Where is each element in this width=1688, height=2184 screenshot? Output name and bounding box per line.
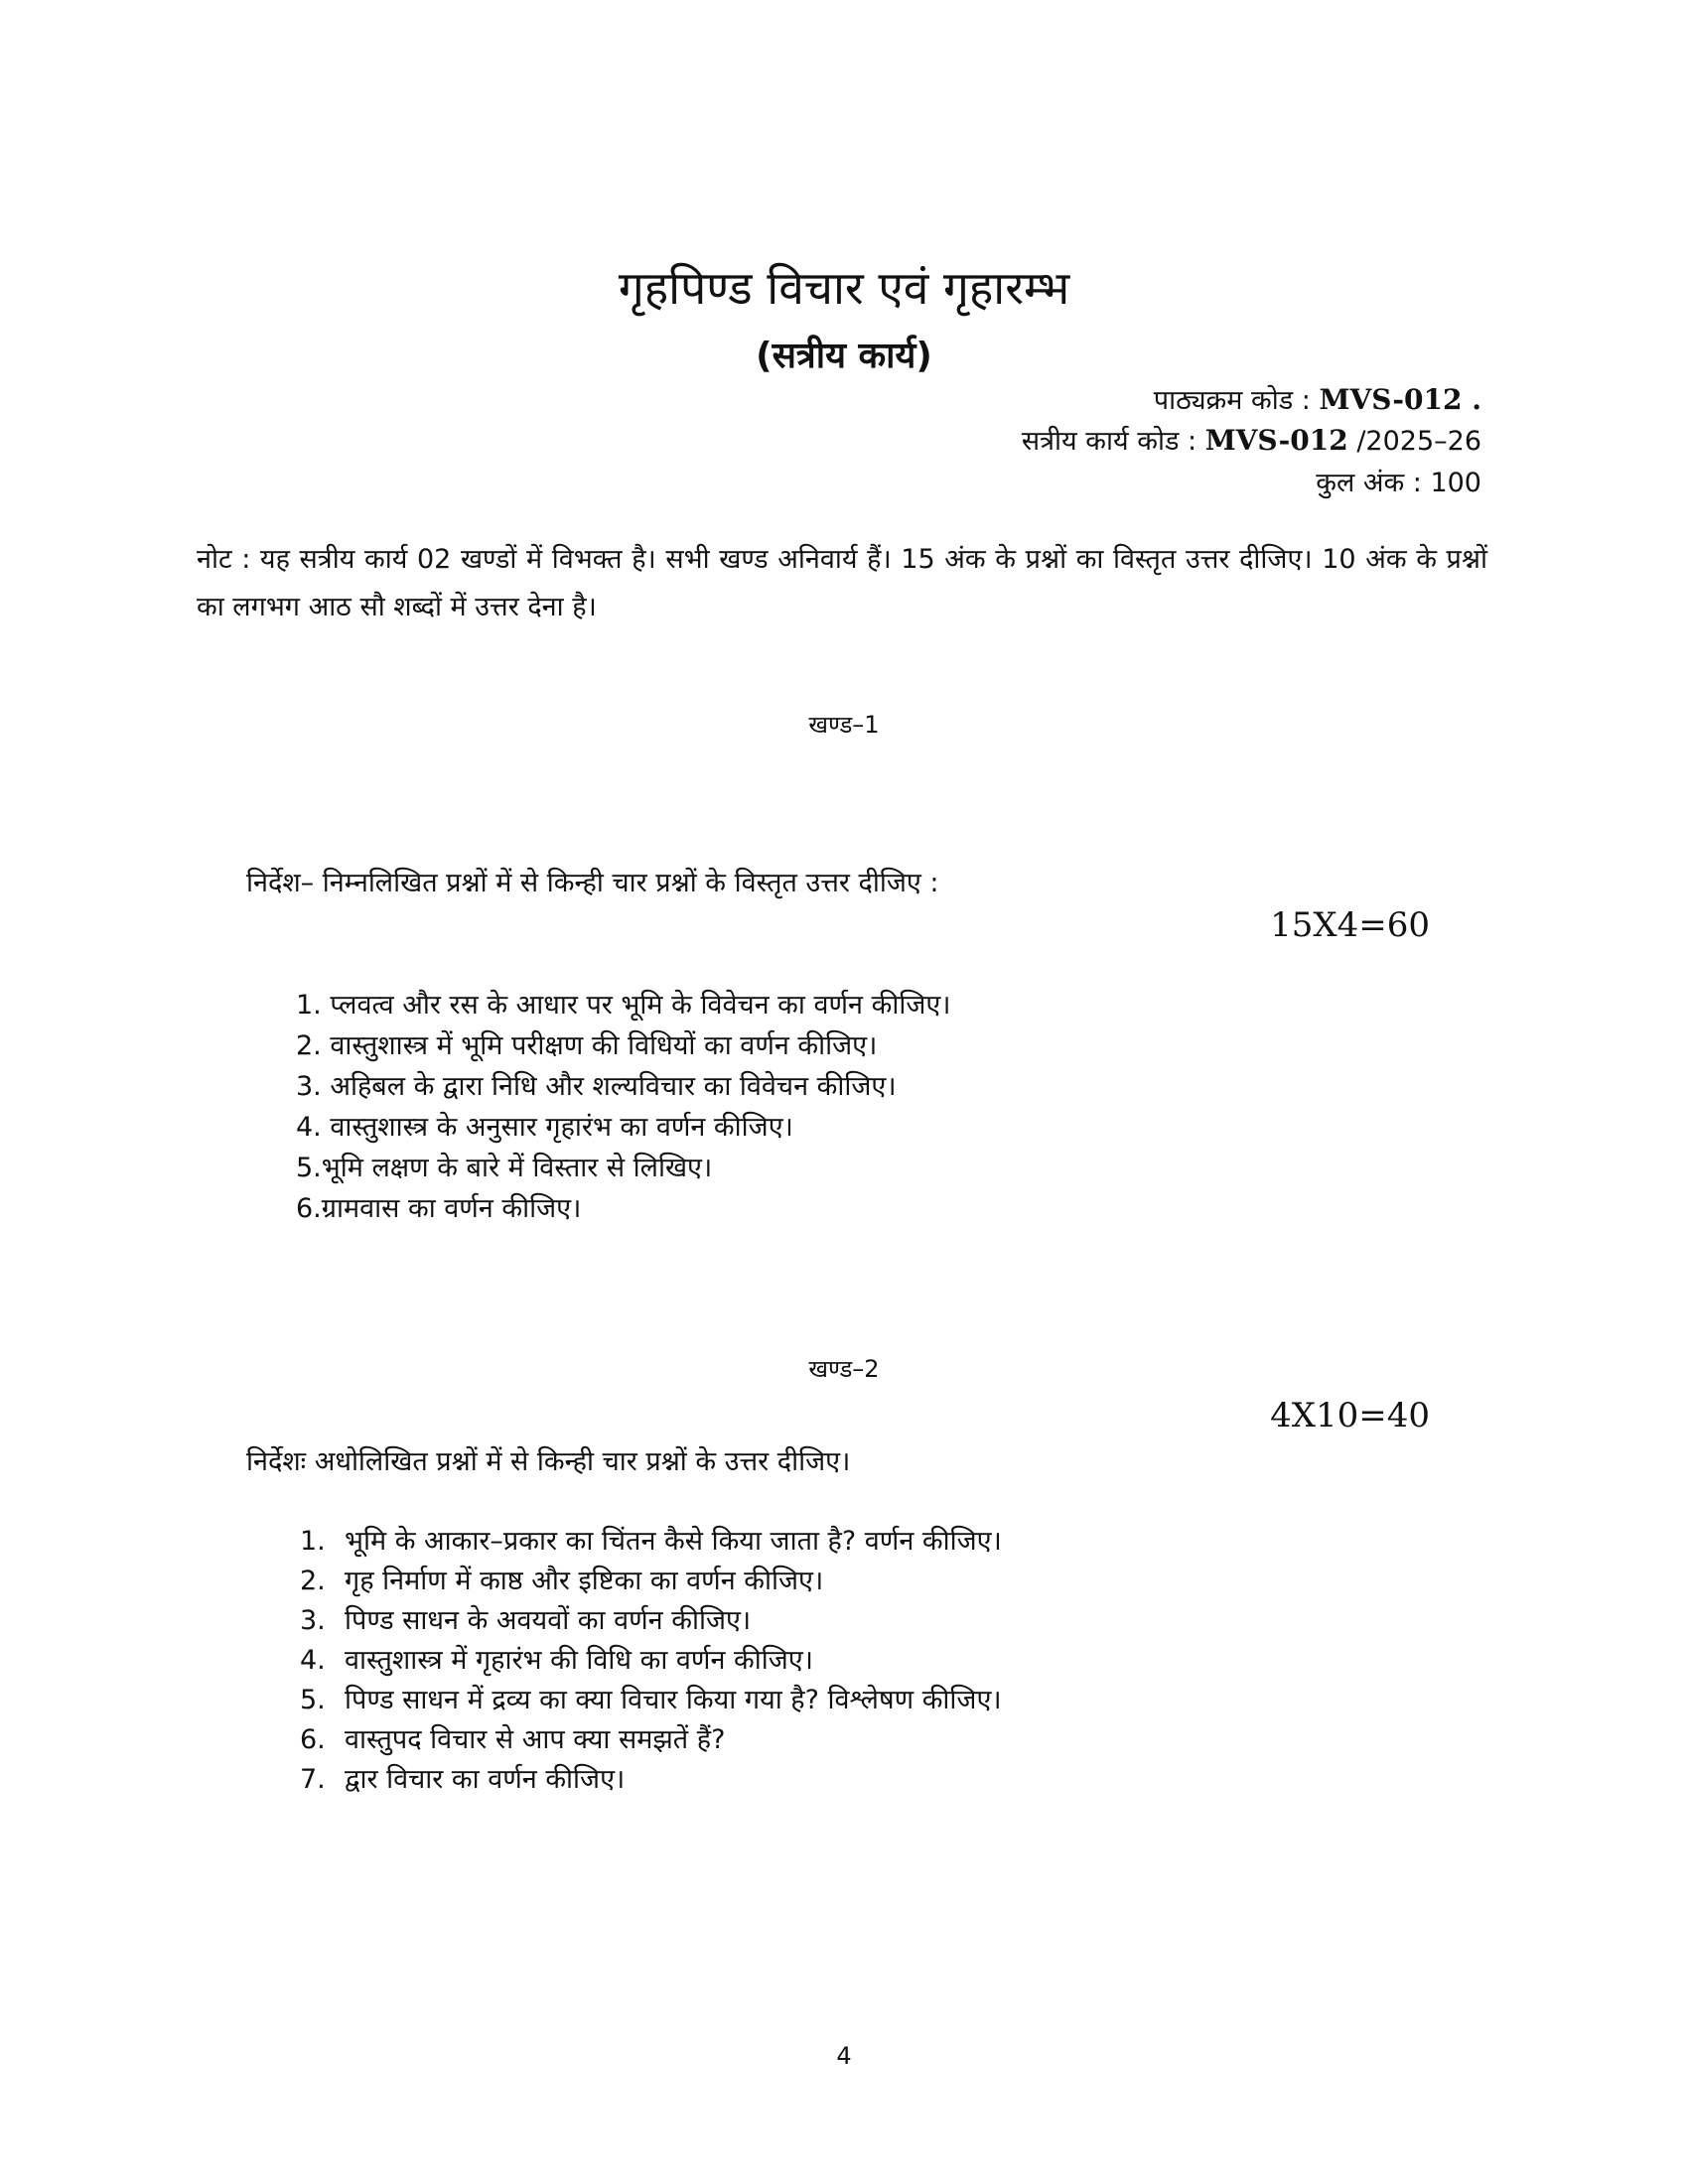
question-item <box>300 1522 1002 1562</box>
section-1-heading: खण्ड–1 <box>808 711 880 739</box>
question-item: 4. वास्तुशास्त्र के अनुसार गृहारंभ का वर्णन कीजिए। <box>296 1112 793 1143</box>
section-1-marks: 15X4=60 <box>1270 905 1430 945</box>
question-text: पिण्ड साधन के अवयवों का वर्णन कीजिए। <box>345 1605 752 1636</box>
question-item: 5.भूमि लक्षण के बारे में विस्तार से लिखिए। <box>296 1153 713 1183</box>
section-2-instruction: निर्देशः अधोलिखित प्रश्नों में से किन्ही चार प्रश्नों के उत्तर दीजिए। <box>246 1446 851 1477</box>
assignment-code-line <box>1022 421 1481 458</box>
question-text: भूमि के आकार–प्रकार का चिंतन कैसे किया जाता है? वर्णन कीजिए। <box>345 1526 1002 1557</box>
page-title: गृहपिण्ड विचार एवं गृहारम्भ <box>618 261 1070 315</box>
question-text: वास्तुपद विचार से आप क्या समझतें हैं? <box>345 1724 726 1755</box>
course-code-value: MVS-012 . <box>1319 383 1481 416</box>
question-number: 5. <box>300 1685 326 1715</box>
assignment-code-value: MVS-012 <box>1204 424 1348 457</box>
total-marks: कुल अंक : 100 <box>1316 468 1481 498</box>
question-number: 3. <box>300 1605 326 1636</box>
page-subtitle: (सत्रीय कार्य) <box>756 336 932 376</box>
question-number: 6. <box>300 1724 326 1755</box>
course-code-label: पाठ्यक्रम कोड : <box>1153 385 1311 416</box>
question-number: 7. <box>300 1764 326 1795</box>
question-item <box>300 1681 1002 1720</box>
question-item <box>300 1760 1002 1800</box>
section-2-heading: खण्ड–2 <box>808 1355 880 1383</box>
question-text: गृह निर्माण में काष्ठ और इष्टिका का वर्णन कीजिए। <box>345 1566 824 1596</box>
course-code-line <box>1154 380 1481 417</box>
question-item <box>300 1601 1002 1641</box>
question-item <box>300 1562 1002 1601</box>
section-2-marks: 4X10=40 <box>1270 1396 1430 1435</box>
question-number: 4. <box>300 1645 326 1676</box>
question-number: 1. <box>300 1526 326 1557</box>
question-number: 2. <box>300 1566 326 1596</box>
question-text: पिण्ड साधन में द्रव्य का क्या विचार किया गया है? विश्लेषण कीजिए। <box>345 1685 1002 1715</box>
assignment-code-label: सत्रीय कार्य कोड : <box>1021 426 1197 457</box>
question-item: 2. वास्तुशास्त्र में भूमि परीक्षण की विधियों का वर्णन कीजिए। <box>296 1030 878 1061</box>
question-item <box>300 1720 1002 1760</box>
question-item: 3. अहिबल के द्वारा निधि और शल्यविचार का विवेचन कीजिए। <box>296 1071 897 1102</box>
question-text: वास्तुशास्त्र में गृहारंभ की विधि का वर्णन कीजिए। <box>345 1645 813 1676</box>
question-text: द्वार विचार का वर्णन कीजिए। <box>345 1764 626 1795</box>
note-paragraph: नोट : यह सत्रीय कार्य 02 खण्डों में विभक्त है। सभी खण्ड अनिवार्य हैं। 15 अंक के प्रश्नों का विस्तृत उत्तर दीजिए। 10 अंक के प्रश्नों का लगभग आठ सौ शब्दों में उत्तर देना है। <box>197 544 1487 622</box>
section-1-question-list <box>296 985 951 1229</box>
section-2-question-list <box>300 1522 1002 1800</box>
section-1-instruction: निर्देश– निम्नलिखित प्रश्नों में से किन्ही चार प्रश्नों के विस्तृत उत्तर दीजिए : <box>246 868 939 898</box>
question-item: 6.ग्रामवास का वर्णन कीजिए। <box>296 1193 582 1224</box>
question-item: 1. प्लवत्व और रस के आधार पर भूमि के विवेचन का वर्णन कीजिए। <box>296 990 951 1021</box>
page-number: 4 <box>836 2042 852 2070</box>
question-item <box>300 1641 1002 1681</box>
assignment-code-year: /2025–26 <box>1356 426 1481 457</box>
